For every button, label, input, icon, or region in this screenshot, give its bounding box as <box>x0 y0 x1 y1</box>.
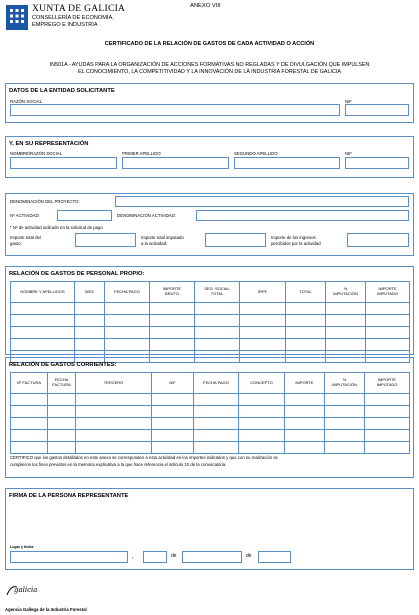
table-cell-input[interactable] <box>194 394 239 406</box>
table-cell-input[interactable] <box>152 430 194 442</box>
xunta-logo <box>5 4 29 31</box>
table-cell-input[interactable] <box>75 339 105 351</box>
table-cell-input[interactable] <box>11 430 48 442</box>
column-header-text: TOTAL <box>210 291 224 296</box>
column-header <box>48 373 76 394</box>
table-cell-input[interactable] <box>365 418 410 430</box>
column-header <box>76 373 152 394</box>
column-header <box>239 373 285 394</box>
razon-social-input[interactable] <box>10 104 340 116</box>
column-header-text: IMPUTADO <box>376 382 398 387</box>
income-amount-label-2: percibidos por la actividad <box>271 241 321 246</box>
column-header-text: % <box>343 286 348 292</box>
galicia-logo-text: galicia <box>14 586 38 594</box>
project-name-input[interactable] <box>115 196 409 207</box>
column-header <box>365 373 410 394</box>
table-cell-input[interactable] <box>365 430 410 442</box>
column-header-text: TOTAL <box>299 288 312 294</box>
subtitle-line-1: IN501A - AYUDAS PARA LA ORGANIZACIÓN DE ACCIONES FORMATIVAS NO REGLADAS Y DE DIVULGACIÓN QUE IMPULSEN <box>49 62 370 68</box>
table-cell-input[interactable] <box>326 315 366 327</box>
table-cell-input[interactable] <box>286 315 326 327</box>
column-header <box>75 282 105 303</box>
de-label-2: de <box>246 553 252 559</box>
current-expenses-table <box>10 372 410 454</box>
activity-number-input[interactable] <box>57 210 112 221</box>
table-cell-input[interactable] <box>150 315 195 327</box>
column-header <box>286 282 326 303</box>
table-cell-input[interactable] <box>11 303 75 315</box>
table-cell-input[interactable] <box>285 406 325 418</box>
subtitle-line-2: EL CONOCIMIENTO, LA COMPETITIVIDAD Y LA INNOVACIÓN DE LA INDUSTRIA FORESTAL DE GALICIA <box>78 69 341 75</box>
applicant-heading: DATOS DE LA ENTIDAD SOLICITANTE <box>9 88 115 94</box>
column-header-text: NIF <box>169 379 176 385</box>
table-cell-input[interactable] <box>240 303 286 315</box>
column-header-text: IRPF <box>257 288 268 294</box>
column-header-text: IMPORTE <box>377 377 397 383</box>
column-header <box>195 282 240 303</box>
column-header-text: IMPORTE <box>162 286 182 292</box>
table-cell-input[interactable] <box>239 406 285 418</box>
table-cell-input[interactable] <box>366 303 410 315</box>
annex-label: ANEXO VIII <box>190 3 221 9</box>
table-cell-input[interactable] <box>48 430 76 442</box>
table-row <box>11 406 410 418</box>
table-cell-input[interactable] <box>365 394 410 406</box>
table-cell-input[interactable] <box>105 339 150 351</box>
table-cell-input[interactable] <box>48 394 76 406</box>
column-header <box>194 373 239 394</box>
column-header-text: SEG. SOCIAL <box>204 286 230 292</box>
table-cell-input[interactable] <box>150 339 195 351</box>
table-row <box>11 327 410 339</box>
income-amount-input[interactable] <box>347 233 409 247</box>
table-cell-input[interactable] <box>365 406 410 418</box>
column-header <box>366 282 410 303</box>
table-cell-input[interactable] <box>325 430 365 442</box>
table-cell-input[interactable] <box>75 315 105 327</box>
column-header-text: FECHA PAGO <box>114 288 140 294</box>
table-cell-input[interactable] <box>195 339 240 351</box>
table-cell-input[interactable] <box>239 442 285 454</box>
column-header-text: FACTURA <box>52 382 71 387</box>
table-row <box>11 394 410 406</box>
rep-nif-label: NIF <box>345 151 352 156</box>
column-header <box>152 373 194 394</box>
column-header-text: IMPUTACIÓN <box>332 382 357 387</box>
place-date-label: Lugar y fecha <box>10 545 34 549</box>
table-cell-input[interactable] <box>11 327 75 339</box>
column-header-text: Nº FACTURA <box>16 379 42 385</box>
table-cell-input[interactable] <box>240 327 286 339</box>
table-cell-input[interactable] <box>240 315 286 327</box>
dept-line-1: CONSELLERÍA DE ECONOMÍA, <box>32 15 114 21</box>
column-header-text: IMPORTE <box>295 379 314 385</box>
total-expense-label-2: gasto: <box>10 241 22 246</box>
rep-surname1-label: PRIMER APELLIDO <box>122 151 161 156</box>
table-cell-input[interactable] <box>326 339 366 351</box>
table-cell-input[interactable] <box>326 303 366 315</box>
table-cell-input[interactable] <box>366 327 410 339</box>
signature-heading: FIRMA DE LA PERSONA REPRESENTANTE <box>9 493 129 499</box>
column-header <box>105 282 150 303</box>
activity-note: * Nº de actividad indicado en la solicitud de pago <box>10 225 103 230</box>
table-cell-input[interactable] <box>285 418 325 430</box>
table-cell-input[interactable] <box>194 442 239 454</box>
column-header-text: IMPUTACIÓN <box>333 291 358 296</box>
table-cell-input[interactable] <box>11 406 48 418</box>
project-name-label: DENOMINACIÓN DEL PROYECTO: <box>10 199 80 204</box>
income-amount-label-1: Importe de los ingresos <box>271 235 316 240</box>
column-header <box>240 282 286 303</box>
table-cell-input[interactable] <box>325 406 365 418</box>
activity-name-input[interactable] <box>196 210 409 221</box>
table-cell-input[interactable] <box>325 442 365 454</box>
year-input[interactable] <box>258 551 291 563</box>
total-expense-label-1: Importe total del <box>10 235 41 240</box>
table-cell-input[interactable] <box>150 303 195 315</box>
personnel-header-row <box>11 282 410 303</box>
table-cell-input[interactable] <box>240 339 286 351</box>
applicant-nif-label: NIF <box>345 99 352 104</box>
certification-line-2: cumplieron los fines previstos en la memoria explicativa a la que hace referencia el artículo 10 de la convocatoria. <box>10 462 227 467</box>
table-cell-input[interactable] <box>76 406 152 418</box>
galicia-logo <box>5 583 45 597</box>
rep-surname2-label: SEGUNDO APELLIDO <box>234 151 278 156</box>
rep-name-input[interactable] <box>10 157 117 169</box>
table-cell-input[interactable] <box>76 394 152 406</box>
table-cell-input[interactable] <box>76 418 152 430</box>
table-cell-input[interactable] <box>366 315 410 327</box>
table-cell-input[interactable] <box>285 430 325 442</box>
table-cell-input[interactable] <box>76 442 152 454</box>
table-cell-input[interactable] <box>195 327 240 339</box>
table-cell-input[interactable] <box>286 303 326 315</box>
imputed-amount-input[interactable] <box>205 233 266 247</box>
column-header-text: TERCERO <box>103 379 124 385</box>
current-expenses-heading: RELACIÓN DE GASTOS CORRIENTES: <box>9 362 117 368</box>
table-cell-input[interactable] <box>48 442 76 454</box>
rep-surname2-input[interactable] <box>234 157 340 169</box>
table-cell-input[interactable] <box>325 394 365 406</box>
table-cell-input[interactable] <box>285 442 325 454</box>
column-header <box>285 373 325 394</box>
rep-nif-input[interactable] <box>345 157 409 169</box>
current-header-row <box>11 373 410 394</box>
table-cell-input[interactable] <box>48 418 76 430</box>
rep-surname1-input[interactable] <box>122 157 229 169</box>
agency-name: Agencia Gallega de la Industria Forestal <box>5 607 87 612</box>
de-label-1: de <box>171 553 177 559</box>
table-cell-input[interactable] <box>239 418 285 430</box>
imputed-amount-label-2: a la actividad: <box>141 241 168 246</box>
activity-name-label: DENOMINACIÓN ACTIVIDAD: <box>117 213 176 218</box>
column-header-text: % <box>342 377 347 383</box>
column-header <box>150 282 195 303</box>
column-header-text: NOMBRE Y APELLIDOS <box>20 288 65 294</box>
column-header-text: FECHA <box>54 377 69 383</box>
table-cell-input[interactable] <box>194 406 239 418</box>
table-cell-input[interactable] <box>76 430 152 442</box>
table-row <box>11 418 410 430</box>
table-row <box>11 339 410 351</box>
column-header-text: CONCEPTO <box>250 379 273 385</box>
total-expense-input[interactable] <box>75 233 136 247</box>
document-title: CERTIFICADO DE LA RELACIÓN DE GASTOS DE CADA ACTIVIDAD O ACCIÓN <box>104 41 315 47</box>
table-cell-input[interactable] <box>105 303 150 315</box>
table-cell-input[interactable] <box>75 303 105 315</box>
column-header-text: MES <box>85 288 94 294</box>
activity-number-label: Nº ACTIVIDAD: <box>10 213 40 218</box>
table-cell-input[interactable] <box>11 339 75 351</box>
table-cell-input[interactable] <box>152 394 194 406</box>
table-row <box>11 442 410 454</box>
applicant-nif-input[interactable] <box>345 104 409 116</box>
dept-line-2: EMPREGO E INDUSTRIA <box>32 22 98 28</box>
month-input[interactable] <box>182 551 242 563</box>
table-cell-input[interactable] <box>150 327 195 339</box>
column-header-text: FECHA PAGO <box>203 379 229 385</box>
day-input[interactable] <box>143 551 167 563</box>
table-cell-input[interactable] <box>286 339 326 351</box>
table-cell-input[interactable] <box>195 303 240 315</box>
personnel-heading: RELACIÓN DE GASTOS DE PERSONAL PROPIO: <box>9 271 145 277</box>
table-cell-input[interactable] <box>195 315 240 327</box>
xunta-shield-icon <box>5 4 29 31</box>
razon-social-label: RAZÓN SOCIAL <box>10 99 42 104</box>
table-cell-input[interactable] <box>325 418 365 430</box>
table-cell-input[interactable] <box>48 406 76 418</box>
column-header <box>325 373 365 394</box>
table-cell-input[interactable] <box>285 394 325 406</box>
comma-separator: , <box>132 554 134 560</box>
table-cell-input[interactable] <box>239 394 285 406</box>
table-cell-input[interactable] <box>152 418 194 430</box>
personnel-table <box>10 281 410 363</box>
table-cell-input[interactable] <box>239 430 285 442</box>
column-header <box>11 373 48 394</box>
column-header <box>326 282 366 303</box>
table-cell-input[interactable] <box>326 327 366 339</box>
table-row <box>11 430 410 442</box>
table-cell-input[interactable] <box>152 406 194 418</box>
certification-line-1: CERTIFICO que los gastos detallados en este anexo se corresponden a esta actividad en los importes indicados y que con su realización se <box>10 455 278 460</box>
table-cell-input[interactable] <box>194 430 239 442</box>
table-cell-input[interactable] <box>365 442 410 454</box>
table-cell-input[interactable] <box>105 315 150 327</box>
table-row <box>11 303 410 315</box>
table-cell-input[interactable] <box>75 327 105 339</box>
representative-heading: Y, EN SU REPRESENTACIÓN <box>9 141 89 147</box>
rep-name-label: NOMBRE/RAZÓN SOCIAL <box>10 151 63 156</box>
column-header <box>11 282 75 303</box>
table-cell-input[interactable] <box>11 442 48 454</box>
table-cell-input[interactable] <box>105 327 150 339</box>
table-cell-input[interactable] <box>152 442 194 454</box>
imputed-amount-label-1: Importe total imputado <box>141 235 184 240</box>
place-input[interactable] <box>10 551 128 563</box>
table-cell-input[interactable] <box>194 418 239 430</box>
table-cell-input[interactable] <box>11 394 48 406</box>
table-cell-input[interactable] <box>286 327 326 339</box>
table-cell-input[interactable] <box>11 418 48 430</box>
table-row <box>11 315 410 327</box>
table-cell-input[interactable] <box>366 339 410 351</box>
column-header-text: BRUTO <box>165 291 179 296</box>
table-cell-input[interactable] <box>11 315 75 327</box>
org-name: XUNTA DE GALICIA <box>32 4 126 14</box>
column-header-text: IMPORTE <box>378 286 397 292</box>
column-header-text: IMPUTADO <box>377 291 398 296</box>
